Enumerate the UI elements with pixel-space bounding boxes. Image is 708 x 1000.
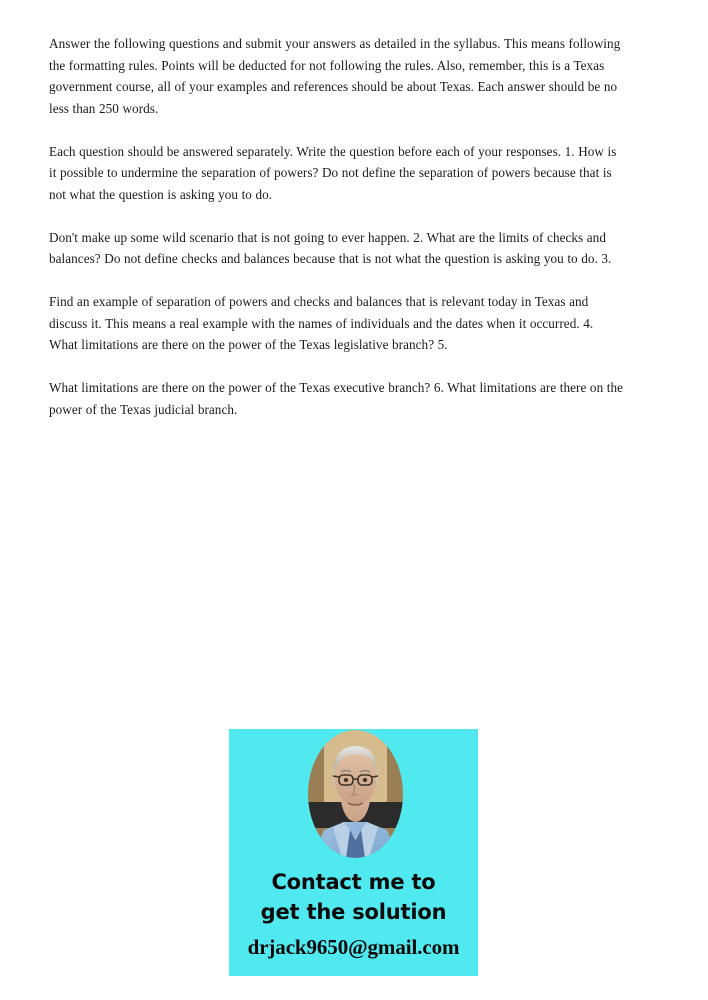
promo-text-block bbox=[229, 867, 478, 963]
paragraph-2: Each question should be answered separately. Write the question before each of your responses. 1. How is it possible to undermine the separation of powers? Do not define the separation of powers because that is not what the question is asking you to do. bbox=[49, 143, 617, 202]
paragraph-5: What limitations are there on the power of the Texas executive branch? 6. What limitations are there on the power of the Texas judicial branch. bbox=[49, 380, 624, 417]
promo-line-2: get the solution bbox=[260, 900, 447, 924]
promo-email-address[interactable]: drjack9650@gmail.com bbox=[247, 935, 460, 959]
portrait-photo-graphic bbox=[308, 730, 403, 858]
promo-line-1: Contact me to bbox=[271, 870, 436, 894]
contact-promo-banner bbox=[229, 729, 478, 976]
paragraph-4: Find an example of separation of powers and checks and balances that is relevant today in Texas and discuss it. This means a real example with the names of individuals and the dates when it occurred. 4. What limitations are there on the power of the Texas legislative branch? 5. bbox=[49, 294, 594, 352]
portrait-photo bbox=[308, 730, 403, 858]
paragraph-3: Don't make up some wild scenario that is not going to ever happen. 2. What are the limits of checks and balances? Do not define checks and balances because that is not what the question is asking you to do. 3. bbox=[49, 229, 612, 266]
document-text-body bbox=[49, 33, 625, 420]
paragraph-1: Answer the following questions and submit your answers as detailed in the syllabus. This means following the formatting rules. Points will be deducted for not following the rules. Also, remember, this is a Texas government course, all of your examples and references should be about Texas. Each answer should be no less than 250 words. bbox=[49, 36, 621, 116]
